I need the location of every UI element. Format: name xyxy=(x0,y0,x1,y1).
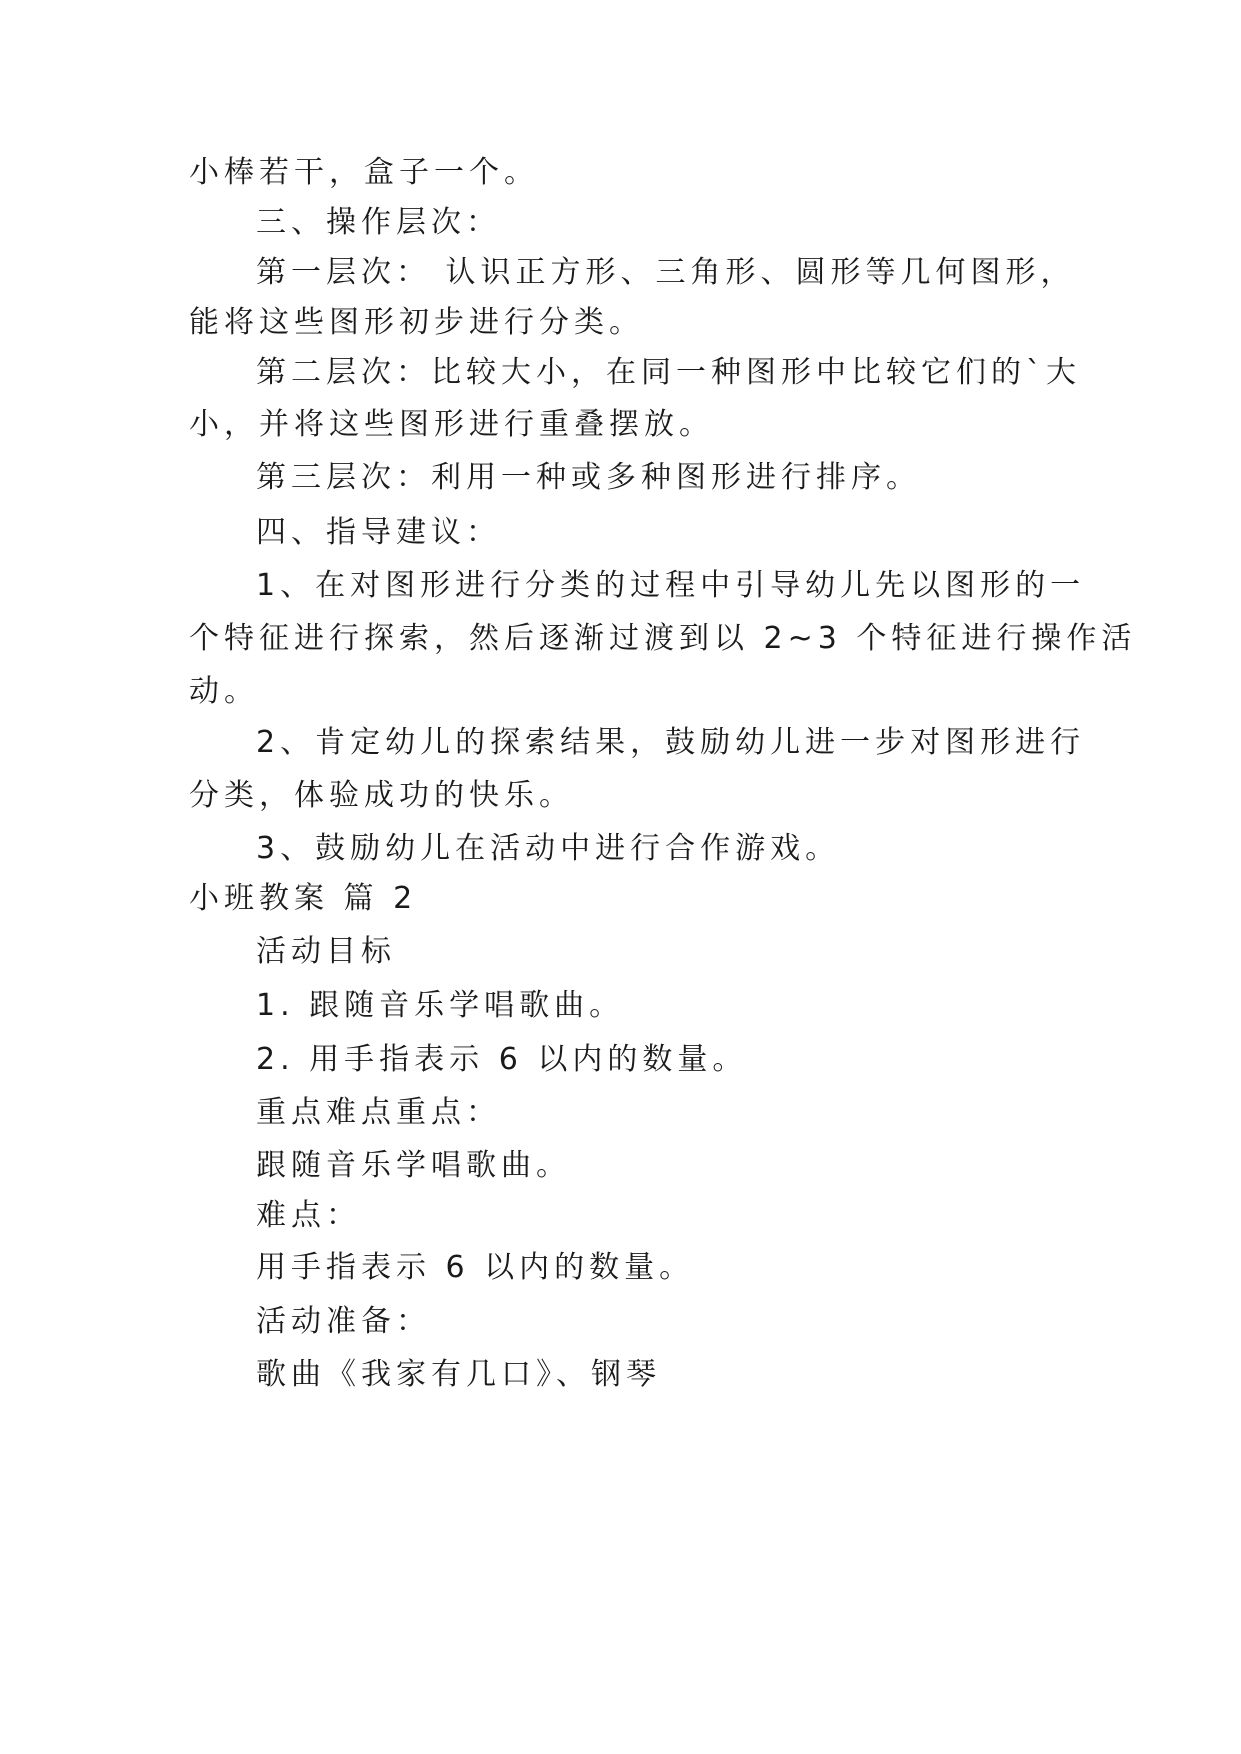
text-line: 第三层次：利用一种或多种图形进行排序。 xyxy=(256,460,921,495)
section-heading: 活动准备： xyxy=(256,1304,431,1339)
text-line: 小棒若干，盒子一个。 xyxy=(189,155,539,190)
text-line: 个特征进行探索，然后逐渐过渡到以 2~3 个特征进行操作活 xyxy=(189,621,1137,656)
section-heading: 活动目标 xyxy=(256,934,396,969)
text-line: 1. 跟随音乐学唱歌曲。 xyxy=(256,988,625,1023)
text-line: 小，并将这些图形进行重叠摆放。 xyxy=(189,407,714,442)
text-line: 第一层次： 认识正方形、三角形、圆形等几何图形， xyxy=(256,255,1076,290)
text-line: 2、肯定幼儿的探索结果，鼓励幼儿进一步对图形进行 xyxy=(256,725,1086,760)
section-heading: 难点： xyxy=(256,1198,361,1233)
text-line: 动。 xyxy=(189,674,259,709)
text-line: 第二层次：比较大小，在同一种图形中比较它们的`大 xyxy=(256,355,1081,390)
text-line: 3、鼓励幼儿在活动中进行合作游戏。 xyxy=(256,831,841,866)
text-line: 1、在对图形进行分类的过程中引导幼儿先以图形的一 xyxy=(256,568,1086,603)
section-heading: 重点难点重点： xyxy=(256,1095,501,1130)
section-heading: 三、操作层次： xyxy=(256,205,501,240)
document-title: 小班教案 篇 2 xyxy=(189,881,418,916)
section-heading: 四、指导建议： xyxy=(256,515,501,550)
text-line: 歌曲《我家有几口》、钢琴 xyxy=(256,1357,661,1392)
text-line: 分类，体验成功的快乐。 xyxy=(189,778,574,813)
text-line: 用手指表示 6 以内的数量。 xyxy=(256,1250,695,1285)
text-line: 能将这些图形初步进行分类。 xyxy=(189,305,644,340)
text-line: 跟随音乐学唱歌曲。 xyxy=(256,1148,571,1183)
text-line: 2. 用手指表示 6 以内的数量。 xyxy=(256,1042,748,1077)
